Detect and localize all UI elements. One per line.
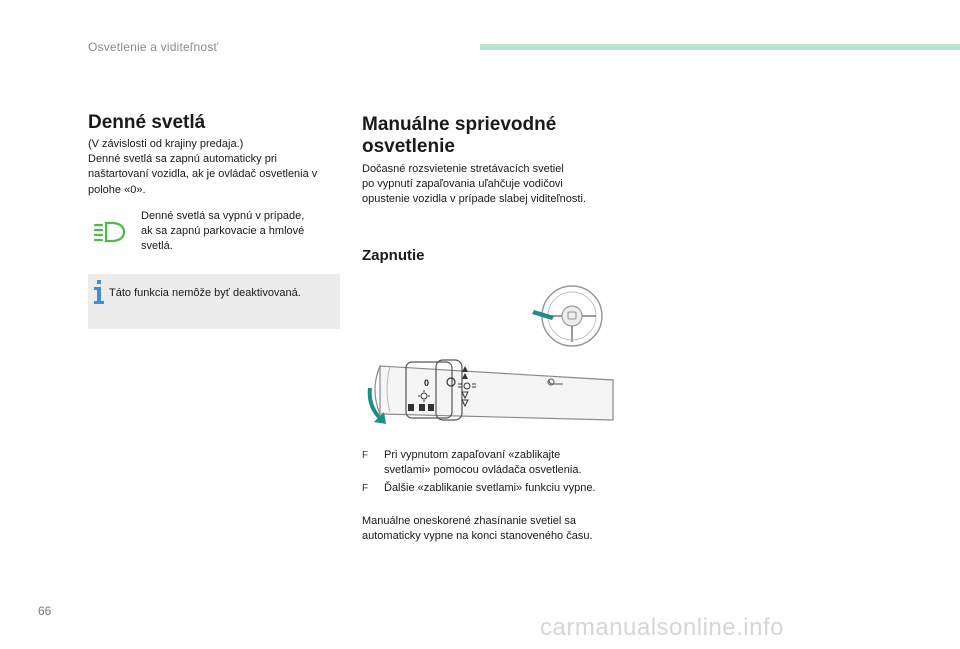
stalk-off-label: 0: [424, 378, 430, 388]
closing-line: automaticky vypne na konci stanoveného času.: [362, 530, 593, 543]
flash-direction-arrow-icon: [366, 384, 396, 428]
bullet-marker: F: [362, 482, 369, 494]
switch-on-subheading: Zapnutie: [362, 247, 425, 264]
daytime-lights-off-note: [141, 209, 341, 255]
info-note-text: Táto funkcia nemôže byť deaktivovaná.: [109, 287, 301, 299]
daytime-lights-intro: [88, 137, 348, 198]
intro-line: po vypnutí zapaľovania uľahčuje vodičovi: [362, 178, 563, 191]
watermark-text: carmanualsonline.info: [540, 614, 784, 641]
daytime-running-light-icon: [92, 220, 128, 244]
header-accent-bar: [480, 44, 960, 50]
note-line: svetlá.: [141, 240, 173, 253]
info-note-box: [88, 274, 340, 329]
bullet-line: svetlami» pomocou ovládača osvetlenia.: [384, 464, 582, 477]
daytime-lights-heading: Denné svetlá: [88, 112, 206, 133]
heading-line: osvetlenie: [362, 136, 455, 157]
intro-line: opustenie vozidla v prípade slabej viditeľnosti.: [362, 193, 586, 206]
intro-line: Dočasné rozsvietenie stretávacích svetiel: [362, 163, 564, 175]
intro-line: polohe «0».: [88, 183, 146, 196]
closing-paragraph: [362, 514, 642, 544]
intro-line: naštartovaní vozidla, ak je ovládač osvetlenia v: [88, 168, 318, 181]
list-item: [362, 481, 632, 496]
instruction-list: [362, 448, 632, 498]
bullet-line: Ďalšie «zablikanie svetlami» funkciu vypne.: [384, 481, 596, 494]
intro-line: Denné svetlá sa zapnú automaticky pri: [88, 153, 277, 166]
bullet-marker: F: [362, 450, 369, 461]
note-line: Denné svetlá sa vypnú v prípade,: [141, 210, 305, 222]
guide-lighting-intro: [362, 162, 632, 208]
section-title: Osvetlenie a viditeľnosť: [88, 40, 219, 54]
intro-line: (V závislosti od krajiny predaja.): [88, 138, 244, 150]
list-item: [362, 448, 632, 479]
lighting-stalk-illustration: [368, 352, 620, 424]
note-line: ak sa zapnú parkovacie a hmlové: [141, 225, 305, 238]
guide-lighting-heading: [362, 114, 556, 158]
bullet-line: Pri vypnutom zapaľovaní «zablikajte: [384, 449, 561, 461]
page-number: 66: [38, 604, 52, 618]
headlight-icons: [408, 404, 434, 411]
closing-line: Manuálne oneskorené zhasínanie svetiel sa: [362, 515, 577, 527]
heading-line: Manuálne sprievodné: [362, 114, 557, 135]
info-icon: [94, 280, 104, 306]
steering-wheel-illustration: [528, 282, 612, 354]
